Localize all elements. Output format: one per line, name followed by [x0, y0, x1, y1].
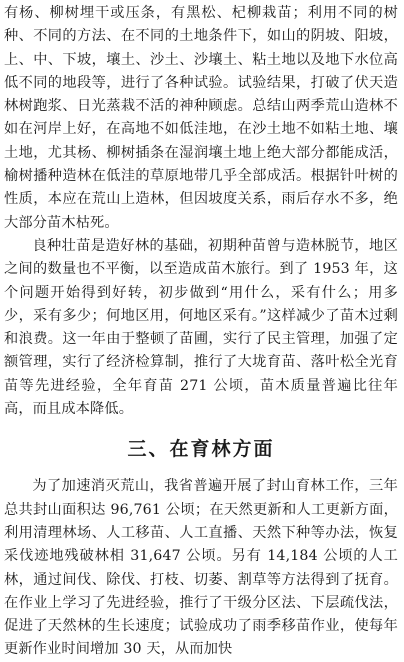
section-heading: 三、在育林方面 [127, 438, 275, 461]
body-paragraph: 为了加速消灭荒山，我省普遍开展了封山育林工作，三年总共封山面积达 96,761 公顷；在天然更新和人工更新方面，利用清理林场、人工移苗、人工直播、天然下种等办法，恢复采伐迹地残破林相 31,647 公顷。另有 14,184 公顷的人工林，通过间伐、除伐、打枝、切萎、割草等方法得到了抚育。在作业上学习了先进经验，推行了干级分区法、下层疏伐法，促进了天然林的生长速度；试验成功了雨季移苗作业，使每年更新作业时间增加 30 天，从而加快 [4, 478, 398, 658]
document-page [4, 2, 398, 662]
body-paragraph: 有杨、柳树埋干或压条，有黑松、杞柳栽苗；利用不同的树种、不同的方法、在不同的土地条件下，如山的阴坡、阳坡，上、中、下坡，壤土、沙土、沙壤土、粘土地以及地下水位高低不同的地段等，进行了各种试验。试验结果，打破了伏天造林树跑浆、日光蒸栽不活的神种顾虑。总结山两季荒山造林不如在河岸上好，在高地不如低洼地，在沙土地不如粘土地、壤土地，尤其杨、柳树插条在湿润壤土地上绝大部分都能成活，榆树播种造林在低洼的草原地带几乎全部成活。根据针叶树的性质，本应在荒山上造林，但因坡度关系，雨后存水不多，绝大部分苗木枯死。 [4, 5, 398, 231]
body-paragraph: 良种壮苗是造好林的基础，初期种苗曾与造林脱节，地区之间的数量也不平衡，以至造成苗木旅行。到了 1953 年，这个问题开始得到好转，初步做到“用什么，采有什么；用多少，采有多少；何地区用，何地区采有。”这样减少了苗木过剩和浪费。这一年由于整顿了苗圃，实行了民主管理，加强了定额管理，实行了经济检算制，推行了大垅育苗、落叶松全光育苗等先进经验，全年育苗 271 公顷，苗木质量普遍比往年高，而且成本降低。 [4, 237, 398, 418]
